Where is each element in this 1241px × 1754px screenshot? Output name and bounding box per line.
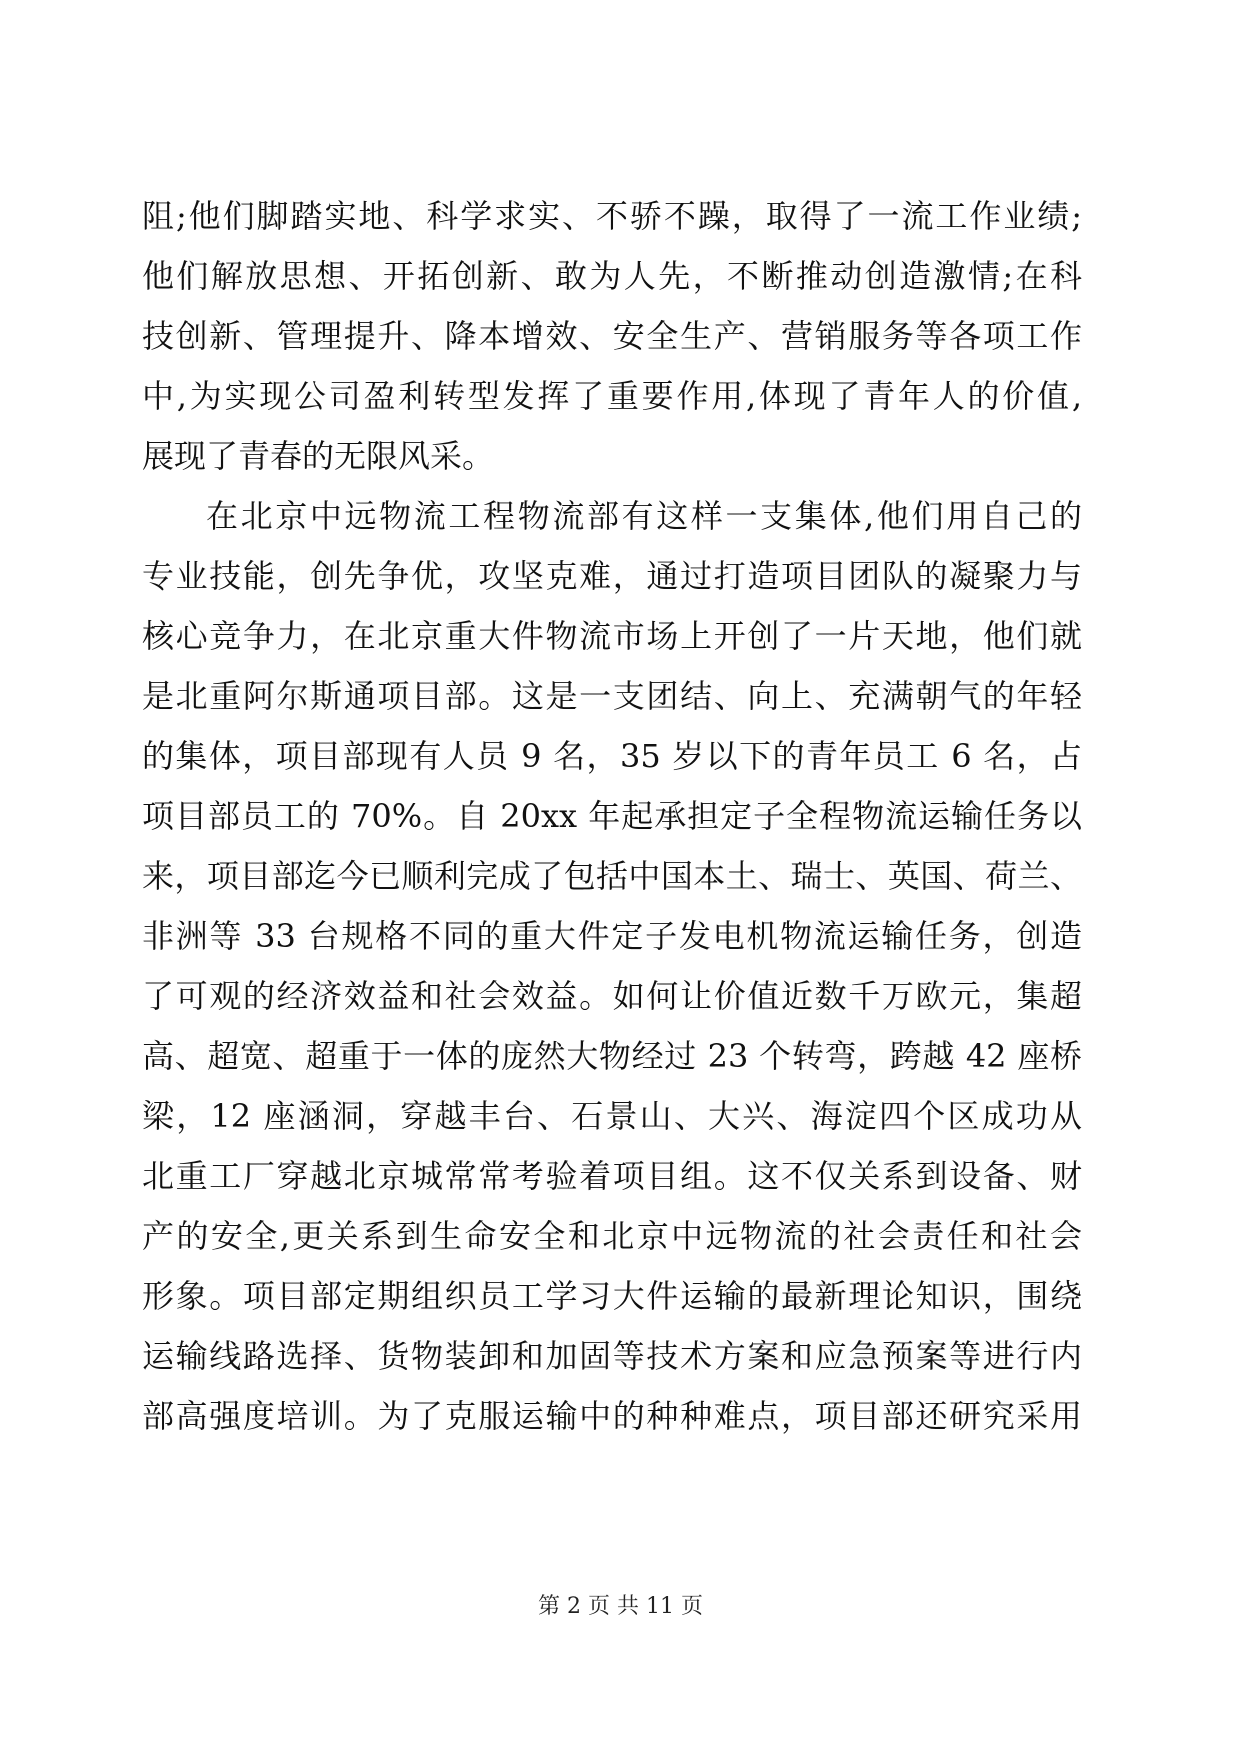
text-line: 中,为实现公司盈利转型发挥了重要作用,体现了青年人的价值, [142, 377, 1082, 415]
paragraph-1 [142, 186, 1082, 486]
text-line: 了可观的经济效益和社会效益。如何让价值近数千万欧元，集超 [142, 977, 1082, 1015]
text-line: 形象。项目部定期组织员工学习大件运输的最新理论知识，围绕 [142, 1277, 1082, 1315]
text-line: 北重工厂穿越北京城常常考验着项目组。这不仅关系到设备、财 [142, 1157, 1082, 1195]
text-line: 技创新、管理提升、降本增效、安全生产、营销服务等各项工作 [142, 317, 1082, 355]
text-line: 核心竞争力，在北京重大件物流市场上开创了一片天地，他们就 [142, 617, 1082, 655]
text-line: 展现了青春的无限风采。 [142, 437, 495, 475]
text-line: 非洲等 33 台规格不同的重大件定子发电机物流运输任务，创造 [142, 917, 1082, 955]
document-body [142, 186, 1082, 1446]
text-line: 产的安全,更关系到生命安全和北京中远物流的社会责任和社会 [142, 1217, 1082, 1255]
text-line: 的集体，项目部现有人员 9 名，35 岁以下的青年员工 6 名，占 [142, 737, 1082, 775]
text-line: 运输线路选择、货物装卸和加固等技术方案和应急预案等进行内 [142, 1337, 1082, 1375]
text-line: 部高强度培训。为了克服运输中的种种难点，项目部还研究采用 [142, 1397, 1082, 1435]
text-line: 是北重阿尔斯通项目部。这是一支团结、向上、充满朝气的年轻 [142, 677, 1082, 715]
text-line: 在北京中远物流工程物流部有这样一支集体,他们用自己的 [206, 497, 1082, 535]
text-line: 梁，12 座涵洞，穿越丰台、石景山、大兴、海淀四个区成功从 [142, 1097, 1082, 1135]
text-line: 专业技能，创先争优，攻坚克难，通过打造项目团队的凝聚力与 [142, 557, 1082, 595]
paragraph-2 [142, 486, 1082, 1446]
page-number-footer: 第 2 页 共 11 页 [538, 1594, 703, 1619]
text-line: 项目部员工的 70%。自 20xx 年起承担定子全程物流运输任务以 [142, 797, 1082, 835]
text-line: 高、超宽、超重于一体的庞然大物经过 23 个转弯，跨越 42 座桥 [142, 1037, 1082, 1075]
text-line: 阻;他们脚踏实地、科学求实、不骄不躁，取得了一流工作业绩; [142, 197, 1082, 235]
text-line: 来，项目部迄今已顺利完成了包括中国本土、瑞士、英国、荷兰、 [142, 857, 1082, 895]
text-line: 他们解放思想、开拓创新、敢为人先，不断推动创造激情;在科 [142, 257, 1082, 295]
